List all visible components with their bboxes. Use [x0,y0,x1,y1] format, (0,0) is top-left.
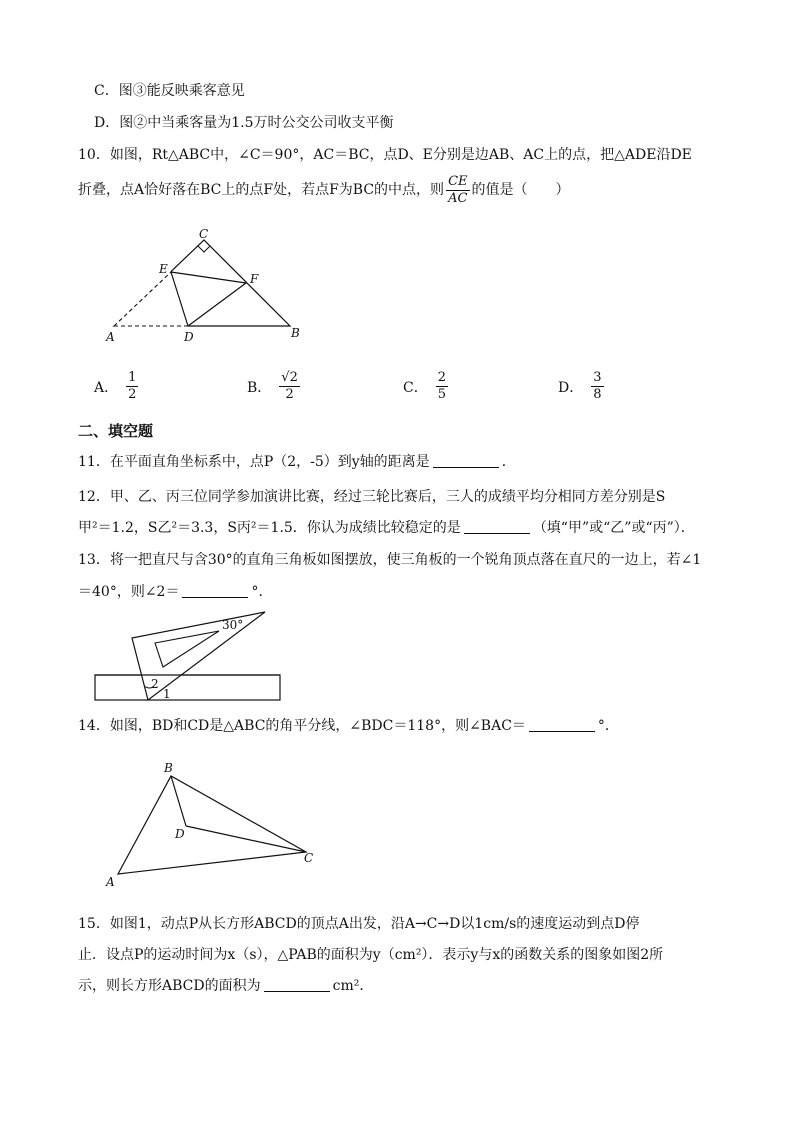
q11-text: 11．在平面直角坐标系中，点P（2，-5）到y轴的距离是 [78,454,430,470]
label-d: D [184,330,194,344]
q13-end: °． [251,584,273,600]
label-f: F [250,272,259,286]
option-d-num: 3 [593,370,602,385]
q10-option-a[interactable] [94,370,140,403]
option-b-den: 2 [285,387,294,402]
option-d-label: D． [558,379,584,396]
q9-option-c: C．图③能反映乘客意见 [94,83,245,99]
triangle-abc [118,776,306,874]
q10-option-d[interactable] [558,370,606,403]
q10-line1: 10．如图，Rt△ABC中，∠C＝90°，AC＝BC，点D、E分别是边AB、AC上的点，把△ADE沿DE [78,147,692,163]
option-a-num: 1 [128,370,137,385]
q10-line2-tail: 的值是（ ） [471,182,570,198]
q13-text: ＝40°，则∠2＝ [78,584,180,600]
label-30deg: 30° [222,618,244,632]
label-d: D [175,827,185,841]
option-b-num: √2 [281,370,298,385]
q12-line2 [78,518,695,538]
q13-figure [90,606,290,706]
q15-line1: 15．如图1，动点P从长方形ABCD的顶点A出发，沿A→C→D以1cm/s的速度运动到点D停 [78,916,640,932]
label-angle-2: 2 [151,677,159,691]
q14-text: 14．如图，BD和CD是△ABC的角平分线，∠BDC＝118°，则∠BAC＝ [78,718,526,734]
option-a-den: 2 [128,387,137,402]
q12-text: 甲²＝1.2，S乙²＝3.3，S丙²＝1.5．你认为成绩比较稳定的是 [78,520,461,536]
q10-option-c[interactable] [403,370,450,403]
q13-answer-blank[interactable] [182,583,248,598]
q9-option-d: D．图②中当乘客量为1.5万时公交公司收支平衡 [94,115,394,131]
q10-frac-den: AC [448,190,468,206]
option-a-label: A． [94,379,119,396]
q14-end: °． [597,718,619,734]
q13-line2 [78,582,272,602]
q15-text: 示，则长方形ABCD的面积为 [78,978,261,994]
option-b-label: B． [247,379,272,396]
option-c-num: 2 [437,370,446,385]
q10-option-b[interactable] [247,370,302,403]
q12-end: （填“甲”或“乙”或“丙”）． [532,520,695,536]
segment-ed [171,272,188,326]
q11 [78,452,516,472]
segment-ef [171,272,246,283]
q13-line1: 13．将一把直尺与含30°的直角三角板如图摆放，使三角板的一个锐角顶点落在直尺的一边上，若∠1 [78,552,702,568]
q14 [78,716,619,736]
q10-figure [100,222,320,347]
label-c: C [304,851,314,865]
q10-line2-text: 折叠，点A恰好落在BC上的点F处，若点F为BC的中点，则 [78,182,445,198]
option-c-den: 5 [437,387,446,402]
right-angle-mark [198,246,210,252]
q14-figure [100,758,330,890]
q14-answer-blank[interactable] [529,717,595,732]
bisector-cd [186,826,306,852]
q12-answer-blank[interactable] [464,519,530,534]
label-b: B [164,761,173,775]
q10-fraction [446,174,469,207]
section-title-fill-in: 二、填空题 [78,422,154,440]
label-c: C [199,227,209,241]
q10-frac-num: CE [448,173,468,189]
ruler [95,675,280,700]
q15-line2: 止．设点P的运动时间为x（s），△PAB的面积为y（cm²）．表示y与x的函数关系的图象如图2所 [78,947,664,963]
option-c-label: C． [403,379,428,396]
q10-line2 [78,170,570,210]
q12-line1: 12．甲、乙、丙三位同学参加演讲比赛，经过三轮比赛后，三人的成绩平均分相同方差分别是S [78,489,666,505]
triangle-abc-outline [114,240,290,326]
label-a: A [106,330,115,344]
label-angle-1: 1 [163,687,171,701]
label-e: E [159,262,168,276]
q15-end: cm²． [332,978,374,994]
q15-line3 [78,976,373,996]
q11-end: ． [501,454,516,470]
segment-df [188,283,246,326]
q15-answer-blank[interactable] [264,977,330,992]
label-b: B [291,326,300,340]
label-a: A [106,875,115,889]
option-d-den: 8 [593,387,602,402]
q11-answer-blank[interactable] [433,453,499,468]
